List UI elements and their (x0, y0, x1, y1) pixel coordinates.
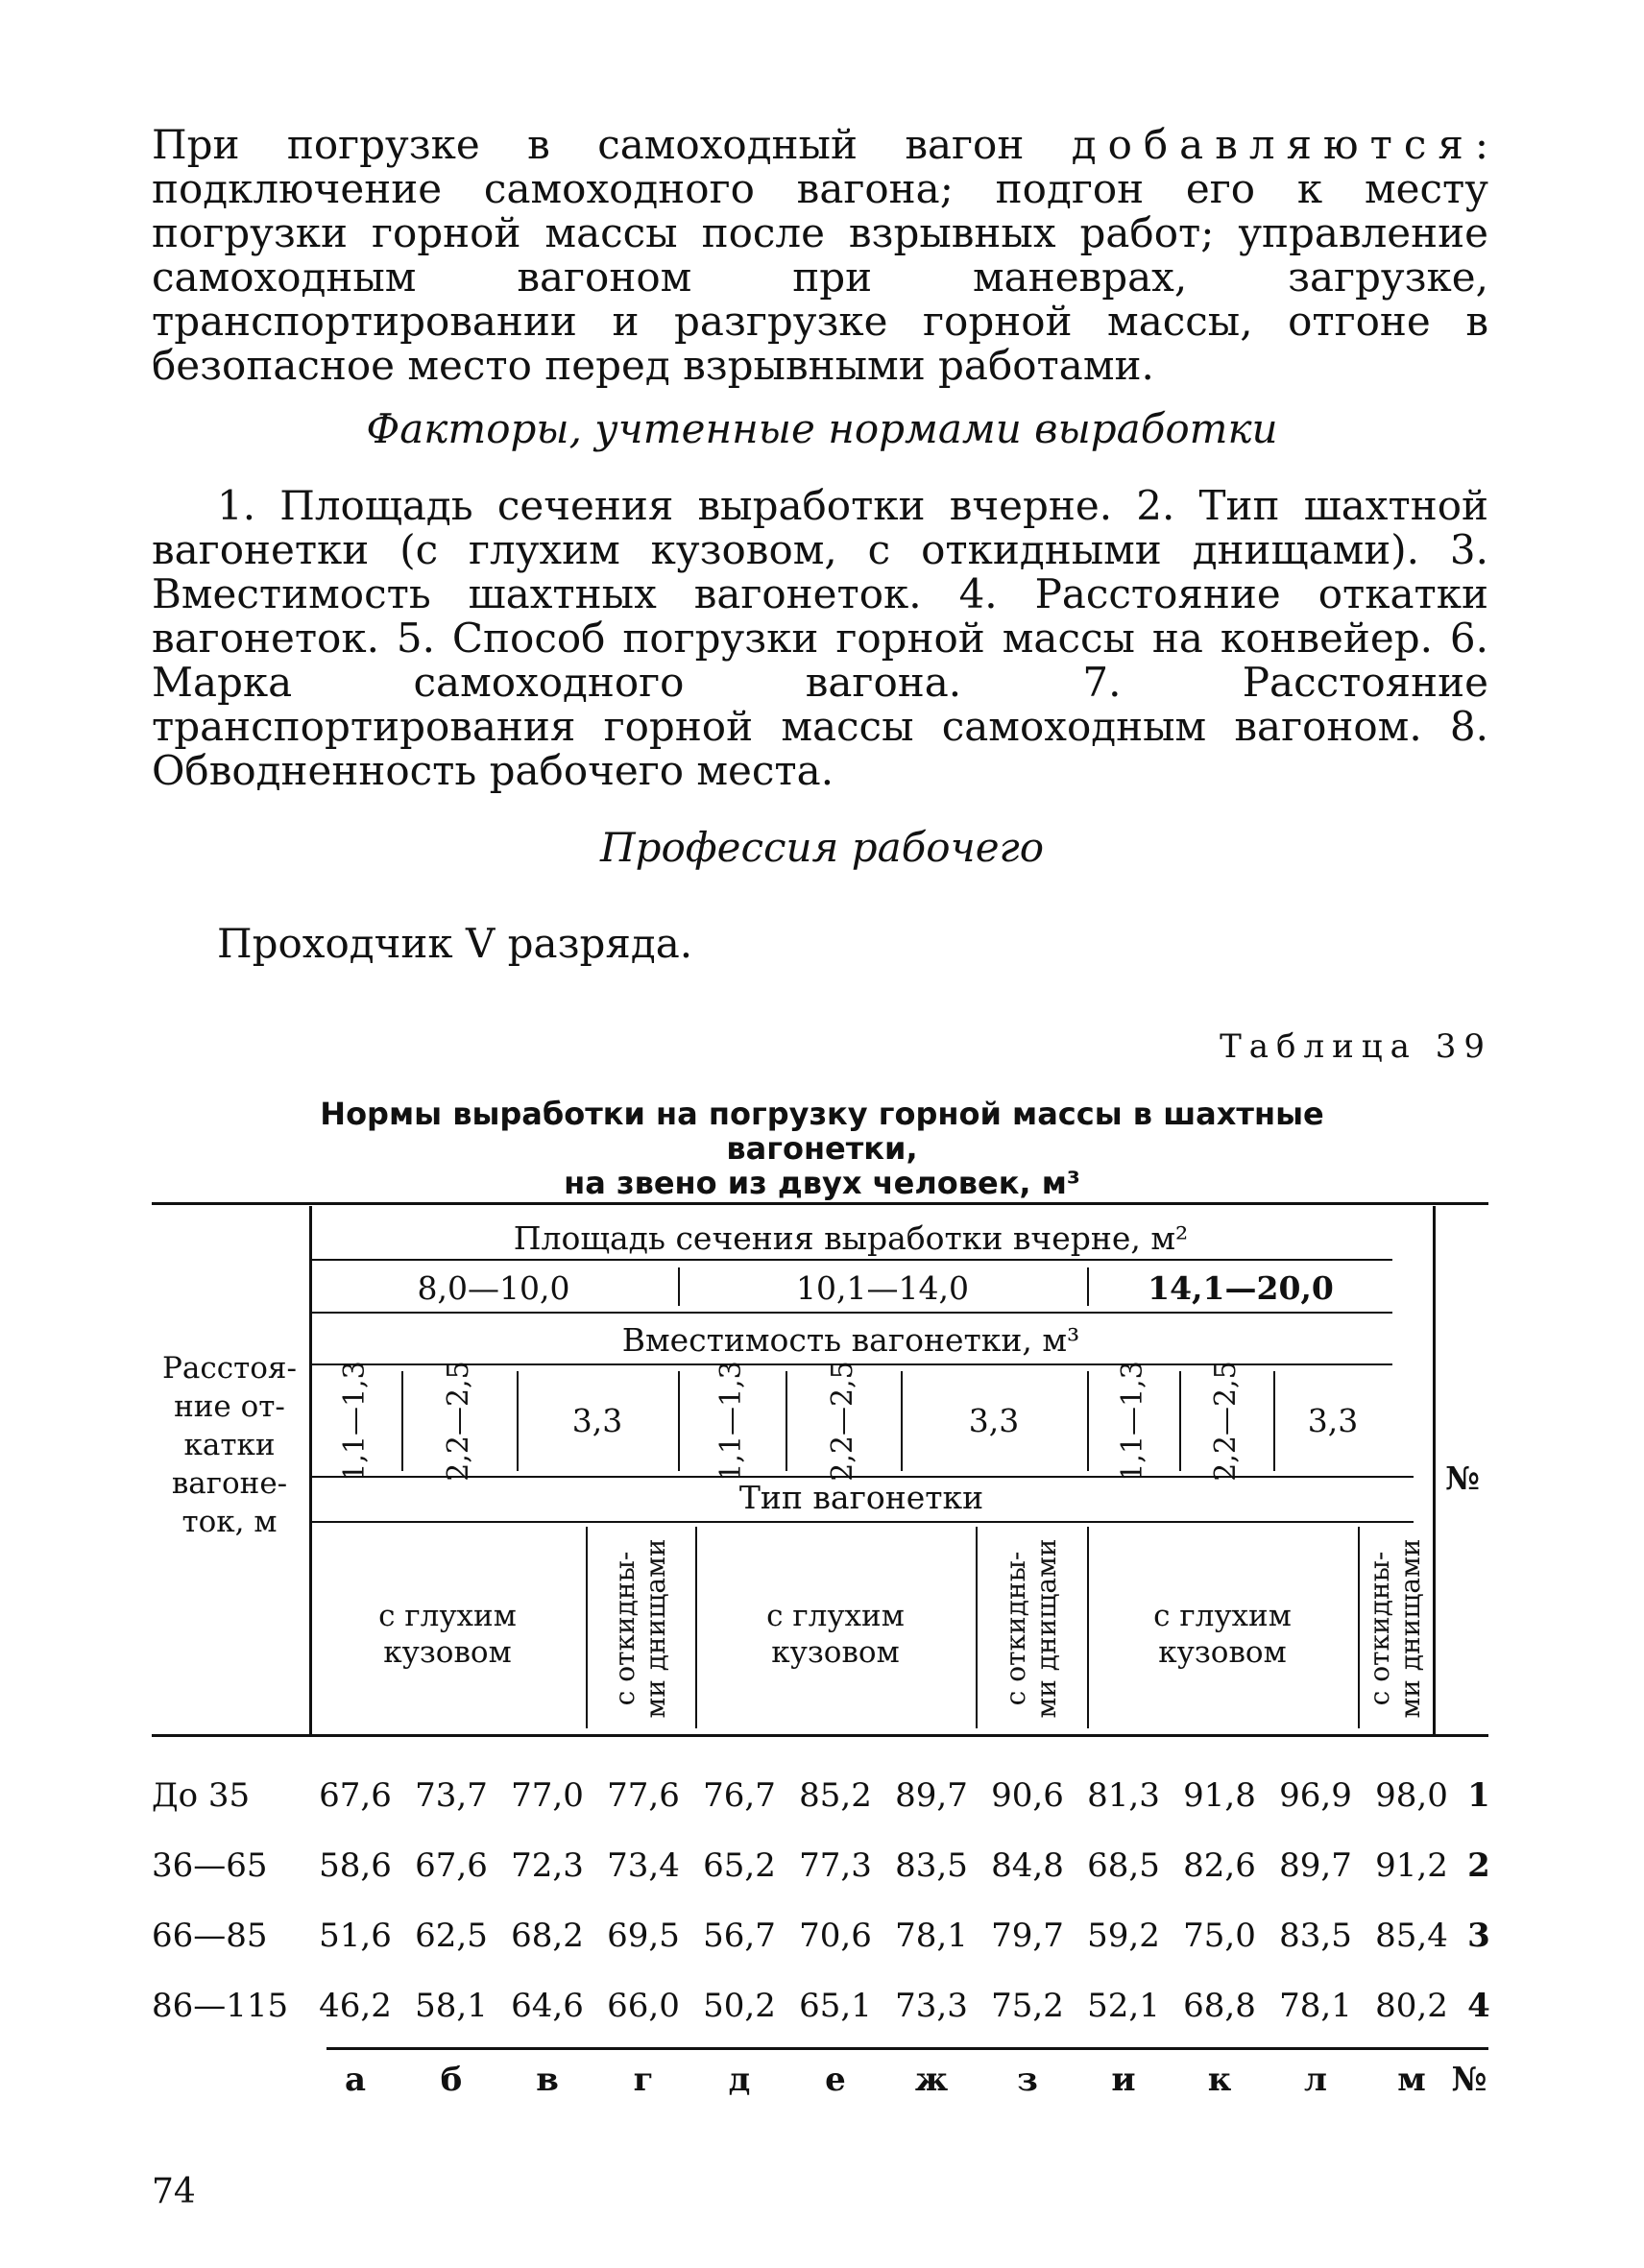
cap-1-2: 2,2—2,5 (442, 1361, 475, 1482)
row-label-3: 66—85 (152, 1917, 268, 1955)
cell-1-l: 96,9 (1279, 1776, 1352, 1815)
cell-3-f: 70,6 (799, 1917, 872, 1955)
cell-1-m: 98,0 (1375, 1776, 1448, 1815)
type-closed-1: с глухим кузовом (378, 1599, 517, 1670)
cell-4-f: 65,1 (799, 1987, 872, 2025)
cell-4-m: 80,2 (1375, 1987, 1448, 2025)
cell-3-m: 85,4 (1375, 1917, 1448, 1955)
table-caption (221, 1097, 1423, 1200)
letter-num: № (1451, 2061, 1487, 2099)
vr-type-1 (586, 1527, 588, 1728)
cell-1-g: 89,7 (895, 1776, 968, 1815)
cell-2-f: 77,3 (799, 1846, 872, 1885)
vr-cap-6 (1087, 1371, 1089, 1471)
cell-4-l: 78,1 (1279, 1987, 1352, 2025)
cell-4-a: 46,2 (319, 1987, 392, 2025)
area-group-1: 8,0—10,0 (417, 1269, 570, 1307)
letter-e: д (728, 2061, 751, 2099)
cell-3-a: 51,6 (319, 1917, 392, 1955)
cap-3-1: 1,1—1,3 (1116, 1361, 1149, 1482)
cell-2-k: 82,6 (1183, 1846, 1256, 1885)
area-group-3: 14,1—20,0 (1148, 1269, 1334, 1307)
area-group-2: 10,1—14,0 (796, 1269, 969, 1307)
cell-1-h: 90,6 (991, 1776, 1064, 1815)
vr-cap-1 (401, 1371, 403, 1471)
cell-3-i: 59,2 (1087, 1917, 1160, 1955)
page-number: 74 (152, 2172, 196, 2211)
cell-1-k: 91,8 (1183, 1776, 1256, 1815)
cell-4-c: 64,6 (511, 1987, 584, 2025)
row-label-1: До 35 (152, 1776, 251, 1815)
letter-f: е (825, 2061, 846, 2099)
profession-heading: Профессия рабочего (599, 824, 1045, 871)
cap-1-3: 3,3 (571, 1402, 623, 1439)
table-caption-line2: на звено из двух человек, м³ (564, 1165, 1080, 1201)
vr-type-5 (1358, 1527, 1360, 1728)
table-top-rule (152, 1202, 1488, 1205)
intro-paragraph: При погрузке в самоходный вагон добавляются: подключение самоходного вагона; подгон его к месту погрузки горной массы после взрывных работ; управление самоходным вагоном при маневрах, загрузке, транспортировании и разгрузке горной массы, отгоне в безопасное место перед взрывными работами. (152, 121, 1488, 389)
type-header: Тип вагонетки (738, 1479, 984, 1516)
row-num-3: 3 (1467, 1917, 1490, 1955)
type-dump-1: с откидны- ми днищами (609, 1538, 671, 1719)
cell-2-c: 72,3 (511, 1846, 584, 1885)
type-dump-2: с откидны- ми днищами (1000, 1538, 1062, 1719)
cell-4-d: 66,0 (607, 1987, 680, 2025)
letter-c: в (536, 2061, 559, 2099)
cell-1-f: 85,2 (799, 1776, 872, 1815)
num-header: № (1445, 1460, 1480, 1497)
type-closed-3: с глухим кузовом (1153, 1599, 1292, 1670)
area-header: Площадь сечения выработки вчерне, м² (513, 1219, 1189, 1257)
letter-a: а (344, 2061, 367, 2099)
cell-4-g: 73,3 (895, 1987, 968, 2025)
cell-3-b: 62,5 (415, 1917, 488, 1955)
cell-4-k: 68,8 (1183, 1987, 1256, 2025)
letter-l: л (1304, 2061, 1327, 2099)
rule-area-header (309, 1259, 1392, 1261)
cell-2-l: 89,7 (1279, 1846, 1352, 1885)
vr-num-column (1433, 1206, 1436, 1734)
row-label-4: 86—115 (152, 1987, 289, 2025)
letter-d: г (633, 2061, 654, 2099)
profession-text: Проходчик V разряда. (217, 920, 693, 967)
row-label-2: 36—65 (152, 1846, 268, 1885)
factors-paragraph: 1. Площадь сечения выработки вчерне. 2. Тип шахтной вагонетки (с глухим кузовом, с откидными днищами). 3. Вместимость шахтных вагонеток. 4. Расстояние откатки вагонеток. 5. Способ погрузки горной массы на конвейер. 6. Марка самоходного вагона. 7. Расстояние транспортирования горной массы самоходным вагоном. 8. Обводненность рабочего места. (152, 482, 1488, 794)
type-closed-2: с глухим кузовом (766, 1599, 905, 1670)
cell-2-g: 83,5 (895, 1846, 968, 1885)
cap-3-3: 3,3 (1307, 1402, 1359, 1439)
cell-3-l: 83,5 (1279, 1917, 1352, 1955)
vr-cap-7 (1179, 1371, 1181, 1471)
cell-2-h: 84,8 (991, 1846, 1064, 1885)
cell-2-d: 73,4 (607, 1846, 680, 1885)
factors-heading: Факторы, учтенные нормами выработки (366, 405, 1278, 452)
vr-cap-3 (678, 1371, 680, 1471)
cell-2-i: 68,5 (1087, 1846, 1160, 1885)
letter-k: к (1207, 2061, 1232, 2099)
cell-1-c: 77,0 (511, 1776, 584, 1815)
cell-3-d: 69,5 (607, 1917, 680, 1955)
cell-3-c: 68,2 (511, 1917, 584, 1955)
cell-3-g: 78,1 (895, 1917, 968, 1955)
rule-area-groups (309, 1312, 1392, 1314)
cap-2-3: 3,3 (968, 1402, 1020, 1439)
vr-cap-4 (786, 1371, 787, 1471)
cell-1-b: 73,7 (415, 1776, 488, 1815)
cell-2-m: 91,2 (1375, 1846, 1448, 1885)
cell-3-k: 75,0 (1183, 1917, 1256, 1955)
cap-2-2: 2,2—2,5 (826, 1361, 859, 1482)
type-dump-3: с откидны- ми днищами (1364, 1538, 1426, 1719)
cell-4-i: 52,1 (1087, 1987, 1160, 2025)
cell-1-i: 81,3 (1087, 1776, 1160, 1815)
letter-g: ж (914, 2061, 949, 2099)
capacity-header: Вместимость вагонетки, м³ (621, 1321, 1080, 1359)
row-num-2: 2 (1467, 1846, 1490, 1885)
cell-4-e: 50,2 (703, 1987, 776, 2025)
table-label: Таблица 39 (1220, 1027, 1492, 1066)
row-header: Расстоя- ние от- катки вагоне- ток, м (162, 1351, 297, 1539)
table-bottom-rule (326, 2047, 1488, 2050)
cell-2-a: 58,6 (319, 1846, 392, 1885)
vr-type-3 (976, 1527, 978, 1728)
letter-b: б (440, 2061, 463, 2099)
row-num-1: 1 (1467, 1776, 1490, 1815)
cell-4-h: 75,2 (991, 1987, 1064, 2025)
letter-h: з (1017, 2061, 1038, 2099)
cell-2-e: 65,2 (703, 1846, 776, 1885)
cell-1-d: 77,6 (607, 1776, 680, 1815)
cap-3-2: 2,2—2,5 (1209, 1361, 1243, 1482)
cell-1-e: 76,7 (703, 1776, 776, 1815)
rule-type-header (309, 1521, 1414, 1523)
table-caption-line1: Нормы выработки на погрузку горной массы в шахтные вагонетки, (320, 1096, 1324, 1167)
cell-1-a: 67,6 (319, 1776, 392, 1815)
letter-i: и (1111, 2061, 1136, 2099)
row-num-4: 4 (1467, 1987, 1490, 2025)
table-header-bottom-rule (152, 1734, 1488, 1737)
cap-1-1: 1,1—1,3 (338, 1361, 372, 1482)
cell-3-h: 79,7 (991, 1917, 1064, 1955)
letter-m: м (1397, 2061, 1426, 2099)
cell-3-e: 56,7 (703, 1917, 776, 1955)
cell-4-b: 58,1 (415, 1987, 488, 2025)
cap-2-1: 1,1—1,3 (714, 1361, 748, 1482)
cell-2-b: 67,6 (415, 1846, 488, 1885)
